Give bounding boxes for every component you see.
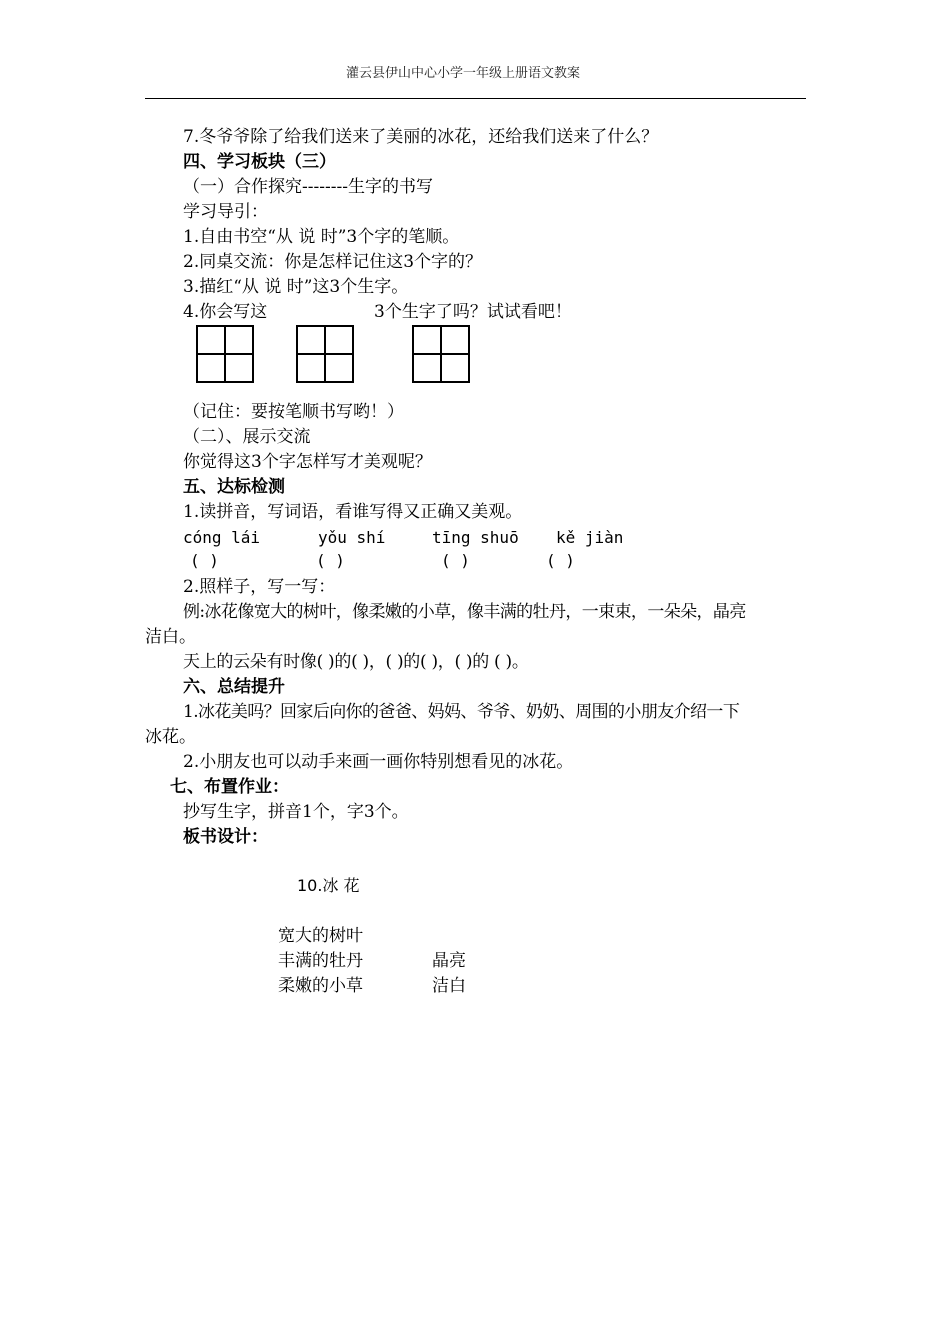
guide-item-1: 1.自由书空“从 说 时”3个字的笔顺。 xyxy=(183,227,460,247)
beauty-question: 你觉得这3个字怎样写才美观呢？ xyxy=(183,452,432,472)
test-item-2: 2.照样子，写一写： xyxy=(183,577,336,597)
answer-blank-3[interactable]: ( ) xyxy=(441,551,470,570)
answer-blank-2[interactable]: ( ) xyxy=(316,551,345,570)
guide-item-2: 2.同桌交流：你是怎样记住这3个字的？ xyxy=(183,252,483,272)
example-line-1: 例:冰花像宽大的树叶，像柔嫩的小草，像丰满的牡丹，一束束，一朵朵，晶亮 xyxy=(183,602,746,622)
board-title: 10.冰 花 xyxy=(297,876,360,895)
homework-text: 抄写生字，拼音1个，字3个。 xyxy=(183,802,409,822)
writing-grid-3[interactable] xyxy=(412,325,470,383)
guide-label: 学习导引： xyxy=(183,202,268,222)
guide-item-4-end: 3个生字了吗？试试看吧！ xyxy=(374,302,572,322)
writing-grid-1[interactable] xyxy=(196,325,254,383)
summary-item-1-line-1: 1.冰花美吗？回家后向你的爸爸、妈妈、爷爷、奶奶、周围的小朋友介绍一下 xyxy=(183,702,740,722)
section-4-sub-1: （一）合作探究--------生字的书写 xyxy=(183,177,433,197)
board-row-3-right: 洁白 xyxy=(432,976,466,996)
example-line-2: 洁白。 xyxy=(145,627,196,647)
guide-item-4-start: 4.你会写这 xyxy=(183,302,268,322)
question-7: 7.冬爷爷除了给我们送来了美丽的冰花，还给我们送来了什么？ xyxy=(183,127,659,147)
answer-blank-4[interactable]: ( ) xyxy=(546,551,575,570)
pinyin-2: yǒu shí xyxy=(318,528,386,547)
section-7-heading: 七、布置作业： xyxy=(170,777,289,797)
cloud-fill-line: 天上的云朵有时像( )的( )，( )的( )，( )的 ( )。 xyxy=(183,652,529,672)
section-5-heading: 五、达标检测 xyxy=(183,477,285,497)
pinyin-3: tīng shuō xyxy=(432,528,519,547)
answer-blank-1[interactable]: ( ) xyxy=(190,551,219,570)
board-design-label: 板书设计： xyxy=(183,827,268,847)
board-row-2-right: 晶亮 xyxy=(432,951,466,971)
summary-item-2: 2.小朋友也可以动手来画一画你特别想看见的冰花。 xyxy=(183,752,574,772)
board-row-3-left: 柔嫩的小草 xyxy=(278,976,363,996)
test-item-1: 1.读拼音，写词语，看谁写得又正确又美观。 xyxy=(183,502,523,522)
pinyin-1: cóng lái xyxy=(183,528,261,547)
section-4-heading: 四、学习板块（三） xyxy=(183,152,336,172)
writing-grid-2[interactable] xyxy=(296,325,354,383)
summary-item-1-line-2: 冰花。 xyxy=(145,727,196,747)
guide-item-3: 3.描红“从 说 时”这3个生字。 xyxy=(183,277,409,297)
pinyin-4: kě jiàn xyxy=(556,528,624,547)
board-row-2-left: 丰满的牡丹 xyxy=(278,951,363,971)
section-4-sub-2: （二）、展示交流 xyxy=(183,427,311,447)
header-divider xyxy=(145,98,806,99)
header-title: 灌云县伊山中心小学一年级上册语文教案 xyxy=(346,66,581,81)
section-6-heading: 六、总结提升 xyxy=(183,677,285,697)
board-row-1-left: 宽大的树叶 xyxy=(278,926,363,946)
remember-note: （记住：要按笔顺书写哟！） xyxy=(183,402,404,422)
